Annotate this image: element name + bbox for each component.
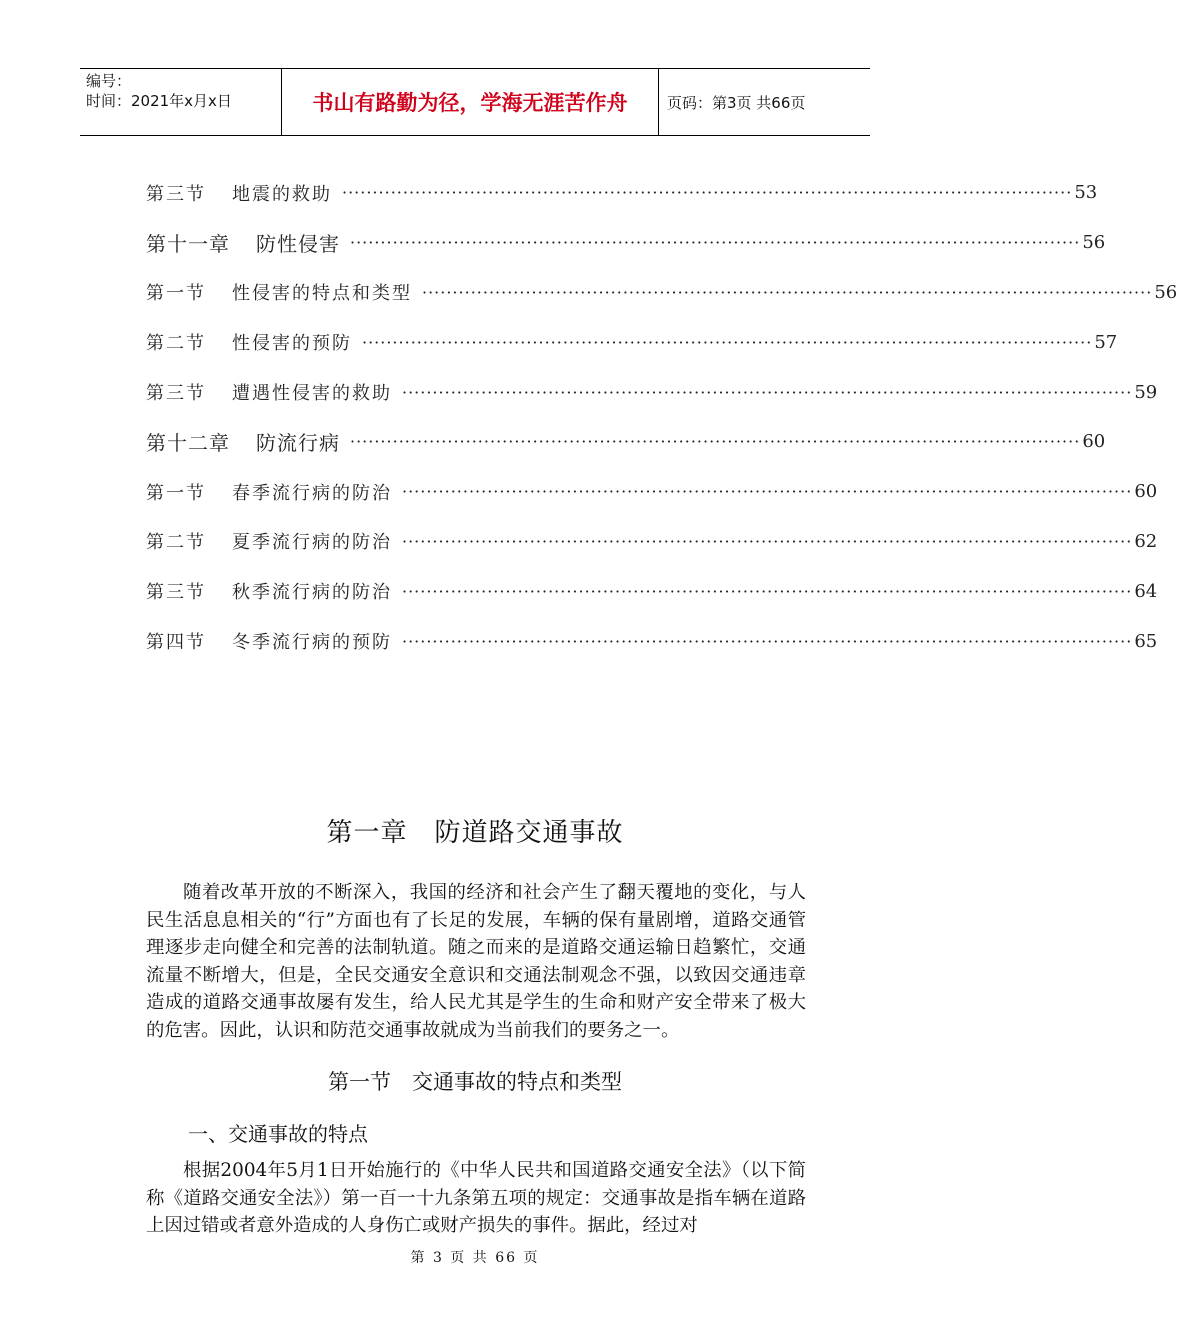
- toc-leader-dots: ························································································································: [342, 183, 1073, 203]
- toc-leader-dots: ························································································································: [350, 233, 1081, 253]
- toc-entry[interactable]: [146, 616, 1158, 666]
- toc-entry[interactable]: [146, 317, 1118, 367]
- toc-entry[interactable]: [146, 517, 1158, 567]
- toc-entry-page: 62: [1134, 530, 1158, 552]
- toc-entry-page: 56: [1154, 281, 1177, 303]
- toc-leader-dots: ························································································································: [402, 382, 1133, 402]
- toc-entry-title: 地震的救助: [232, 183, 332, 205]
- toc-entry-title: 冬季流行病的预防: [232, 632, 392, 654]
- toc-entry-title: 防流行病: [256, 431, 340, 456]
- toc-entry-page: 60: [1134, 481, 1158, 503]
- toc-leader-dots: ························································································································: [350, 432, 1081, 452]
- header-page-info: 页码：第3页 共66页: [667, 93, 806, 112]
- toc-entry[interactable]: [146, 566, 1158, 616]
- toc-leader-dots: ························································································································: [402, 631, 1133, 651]
- toc-entry-page: 65: [1134, 630, 1158, 652]
- header-meta: [80, 69, 282, 135]
- toc-entry-section: 第三节: [146, 383, 206, 405]
- toc-entry-section: 第三节: [146, 582, 206, 604]
- law-paragraph: 根据2004年5月1日开始施行的《中华人民共和国道路交通安全法》（以下简称《道路交通安全法》）第一百一十九条第五项的规定：交通事故是指车辆在道路上因过错或者意外造成的人身伤亡或财产损失的事件。据此，经过对: [146, 1160, 806, 1237]
- toc-entry[interactable]: [146, 417, 1106, 467]
- doc-date-label: 时间：2021年x月x日: [86, 92, 232, 110]
- toc-leader-dots: ························································································································: [402, 581, 1133, 601]
- toc-entry-section: 第一节: [146, 283, 206, 305]
- toc-entry-page: 56: [1082, 232, 1106, 254]
- toc-entry-page: 64: [1134, 580, 1158, 602]
- page-footer: 第 3 页 共 66 页: [410, 1250, 540, 1266]
- toc-entry-page: 60: [1082, 431, 1106, 453]
- intro-paragraph: 随着改革开放的不断深入，我国的经济和社会产生了翻天覆地的变化，与人民生活息息相关的“行”方面也有了长足的发展，车辆的保有量剧增，道路交通管理逐步走向健全和完善的法制轨道。随之而来的是道路交通运输日趋繁忙，交通流量不断增大，但是，全民交通安全意识和交通法制观念不强，以致因交通违章造成的道路交通事故屡有发生，给人民尤其是学生的生命和财产安全带来了极大的危害。因此，认识和防范交通事故就成为当前我们的要务之一。: [146, 882, 806, 1041]
- toc-entry[interactable]: [146, 268, 1177, 318]
- toc-entry-page: 57: [1094, 331, 1118, 353]
- chapter-title: 第一章 防道路交通事故: [326, 818, 624, 848]
- header-motto: 书山有路勤为径，学海无涯苦作舟: [282, 69, 659, 135]
- toc-entry-title: 遭遇性侵害的救助: [232, 383, 392, 405]
- toc-leader-dots: ························································································································: [422, 282, 1153, 302]
- toc-leader-dots: ························································································································: [402, 482, 1133, 502]
- toc-entry-title: 性侵害的预防: [232, 333, 352, 355]
- toc-entry-section: 第十一章: [146, 232, 230, 257]
- toc-entry[interactable]: [146, 168, 1098, 218]
- section-title: 第一节 交通事故的特点和类型: [328, 1070, 622, 1094]
- toc-entry[interactable]: [146, 367, 1158, 417]
- toc-entry-section: 第十二章: [146, 431, 230, 456]
- toc-entry-title: 春季流行病的防治: [232, 482, 392, 504]
- toc-entry-section: 第二节: [146, 532, 206, 554]
- toc-leader-dots: ························································································································: [362, 332, 1093, 352]
- toc-entry-section: 第四节: [146, 632, 206, 654]
- toc-entry-page: 53: [1074, 182, 1098, 204]
- toc-entry-title: 秋季流行病的防治: [232, 582, 392, 604]
- toc-entry-title: 夏季流行病的防治: [232, 532, 392, 554]
- toc-entry-section: 第三节: [146, 183, 206, 205]
- toc-entry[interactable]: [146, 467, 1158, 517]
- page-header: [80, 68, 870, 136]
- toc-entry-section: 第一节: [146, 482, 206, 504]
- toc-leader-dots: ························································································································: [402, 531, 1133, 551]
- toc-entry[interactable]: [146, 218, 1106, 268]
- subsection-title: 一、交通事故的特点: [188, 1122, 368, 1146]
- toc-entry-page: 59: [1134, 381, 1158, 403]
- table-of-contents: [146, 168, 1177, 666]
- toc-entry-title: 性侵害的特点和类型: [232, 283, 412, 305]
- doc-number-label: 编号：: [86, 72, 132, 90]
- toc-entry-section: 第二节: [146, 333, 206, 355]
- toc-entry-title: 防性侵害: [256, 232, 340, 257]
